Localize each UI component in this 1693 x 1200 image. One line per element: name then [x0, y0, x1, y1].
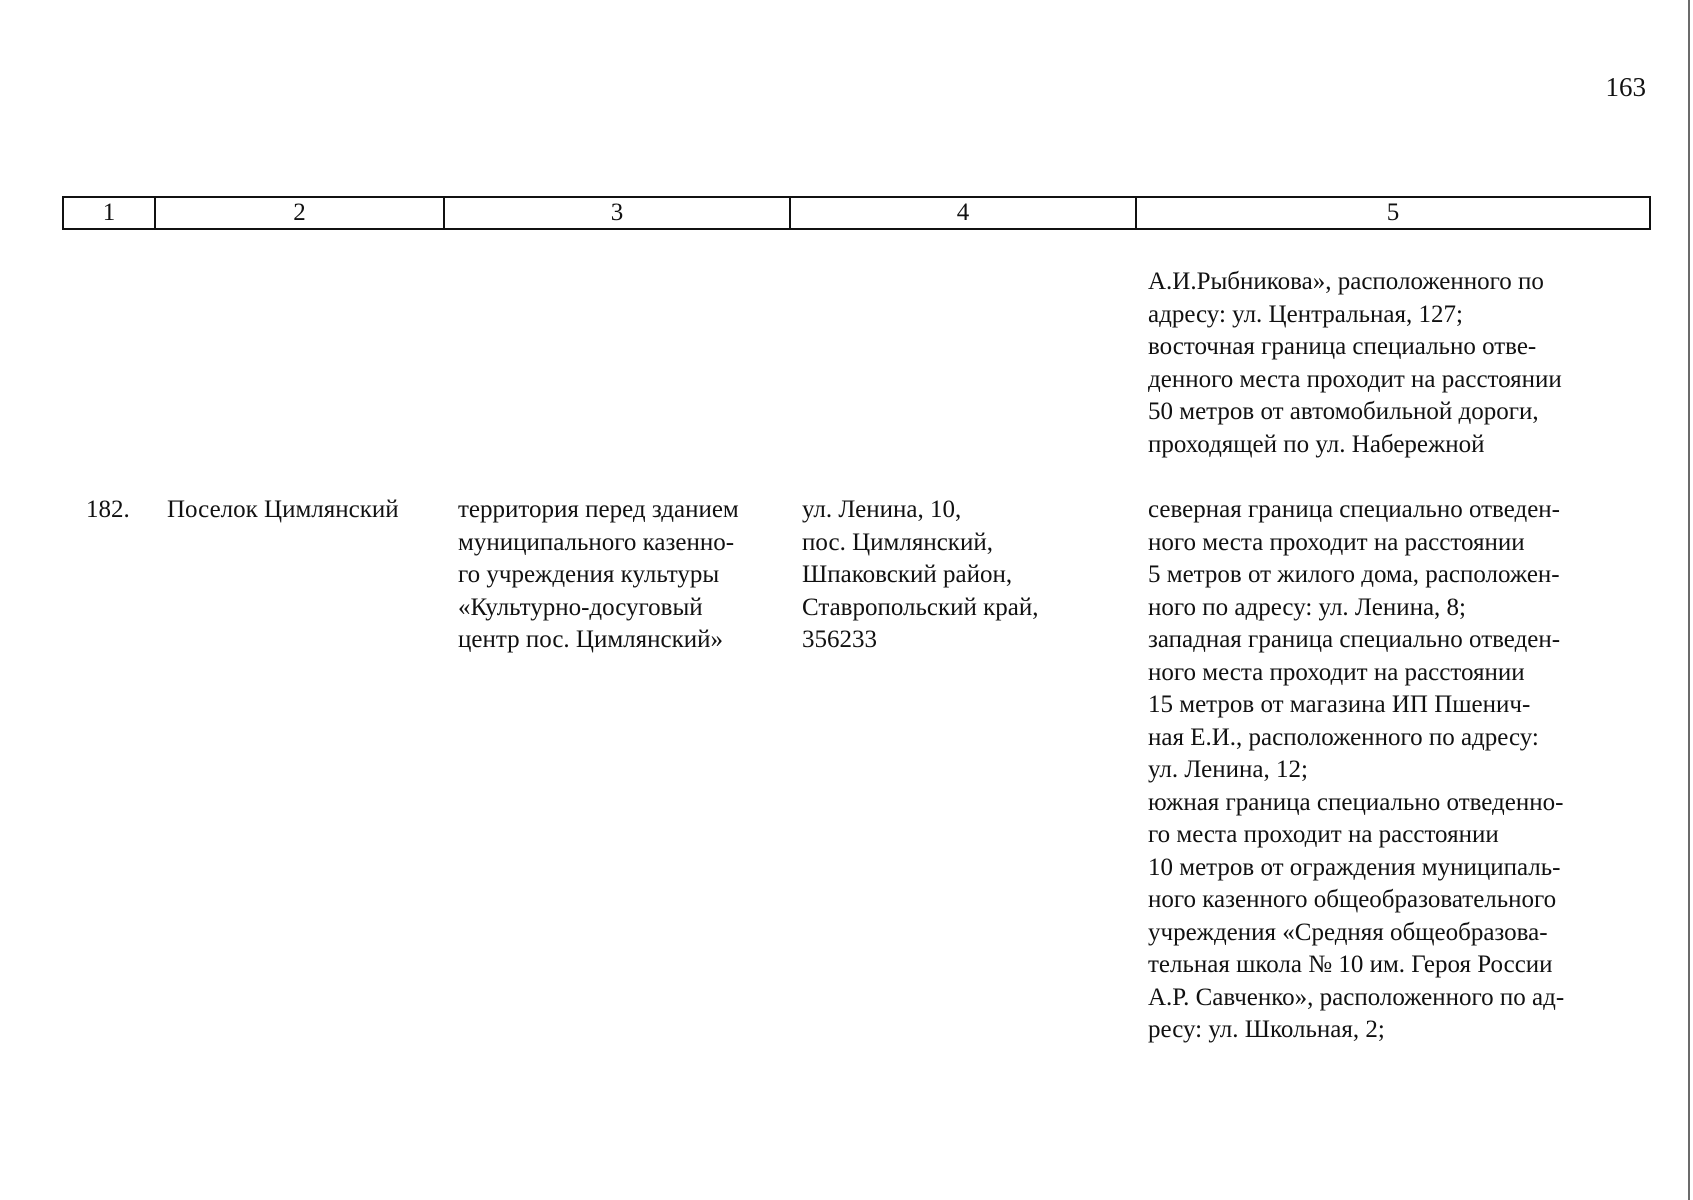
location-description — [458, 494, 782, 657]
text-line: ного места проходит на расстоянии — [1148, 658, 1525, 686]
text-line: южная граница специально отведенно- — [1148, 788, 1564, 816]
page-edge-rule — [1688, 0, 1690, 1200]
row-number: 182. — [86, 496, 130, 523]
text-line: го учреждения культуры — [458, 561, 720, 588]
text-line: западная граница специально отведен- — [1148, 626, 1561, 653]
text-line: проходящей по ул. Набережной — [1148, 430, 1485, 458]
text-line: Ставропольский край, — [802, 593, 1039, 621]
column-number-4: 4 — [791, 198, 1137, 228]
text-line: северная граница специально отведен- — [1148, 496, 1560, 523]
table-header-row — [62, 196, 1651, 230]
column-number-1: 1 — [64, 198, 156, 228]
text-line: центр пос. Цимлянский» — [458, 626, 724, 653]
text-line: муниципального казенно- — [458, 528, 735, 556]
text-line: 50 метров от автомобильной дороги, — [1148, 398, 1539, 425]
text-line: «Культурно-досуговый — [458, 593, 703, 621]
text-line: ного по адресу: ул. Ленина, 8; — [1148, 593, 1466, 621]
column-number-5: 5 — [1386, 199, 1400, 226]
text-line: 356233 — [802, 626, 877, 653]
text-line: ресу: ул. Школьная, 2; — [1148, 1016, 1385, 1043]
boundary-description — [1148, 494, 1640, 1047]
text-line: ная Е.И., расположенного по адресу: — [1148, 723, 1539, 751]
text-line: учреждения «Средняя общеобразова- — [1148, 918, 1548, 946]
text-line: тельная школа № 10 им. Героя России — [1148, 951, 1553, 978]
text-line: Шпаковский район, — [802, 561, 1013, 588]
text-line: адресу: ул. Центральная, 127; — [1148, 300, 1463, 328]
column-number-2: 2 — [156, 198, 445, 228]
text-line: территория перед зданием — [458, 496, 739, 523]
text-line: го места проходит на расстоянии — [1148, 821, 1499, 848]
text-line: А.Р. Савченко», расположенного по ад- — [1148, 983, 1565, 1011]
text-line: денного места проходит на расстоянии — [1148, 365, 1562, 393]
settlement-name: Поселок Цимлянский — [167, 496, 399, 523]
text-line: ного казенного общеобразовательного — [1148, 886, 1557, 913]
text-line: 5 метров от жилого дома, расположен- — [1148, 561, 1560, 588]
column-number-3: 3 — [445, 198, 791, 228]
text-line: восточная граница специально отве- — [1148, 333, 1537, 360]
text-line: ного места проходит на расстоянии — [1148, 528, 1525, 556]
location-address — [802, 494, 1102, 657]
text-line: пос. Цимлянский, — [802, 528, 993, 556]
text-line: ул. Ленина, 10, — [802, 496, 962, 523]
text-line: 10 метров от ограждения муниципаль- — [1148, 853, 1561, 881]
continued-boundary-text — [1148, 266, 1640, 461]
text-line: 15 метров от магазина ИП Пшенич- — [1148, 691, 1531, 718]
text-line: ул. Ленина, 12; — [1148, 756, 1308, 783]
text-line: А.И.Рыбникова», расположенного по — [1148, 268, 1544, 295]
page-number: 163 — [1605, 72, 1646, 102]
